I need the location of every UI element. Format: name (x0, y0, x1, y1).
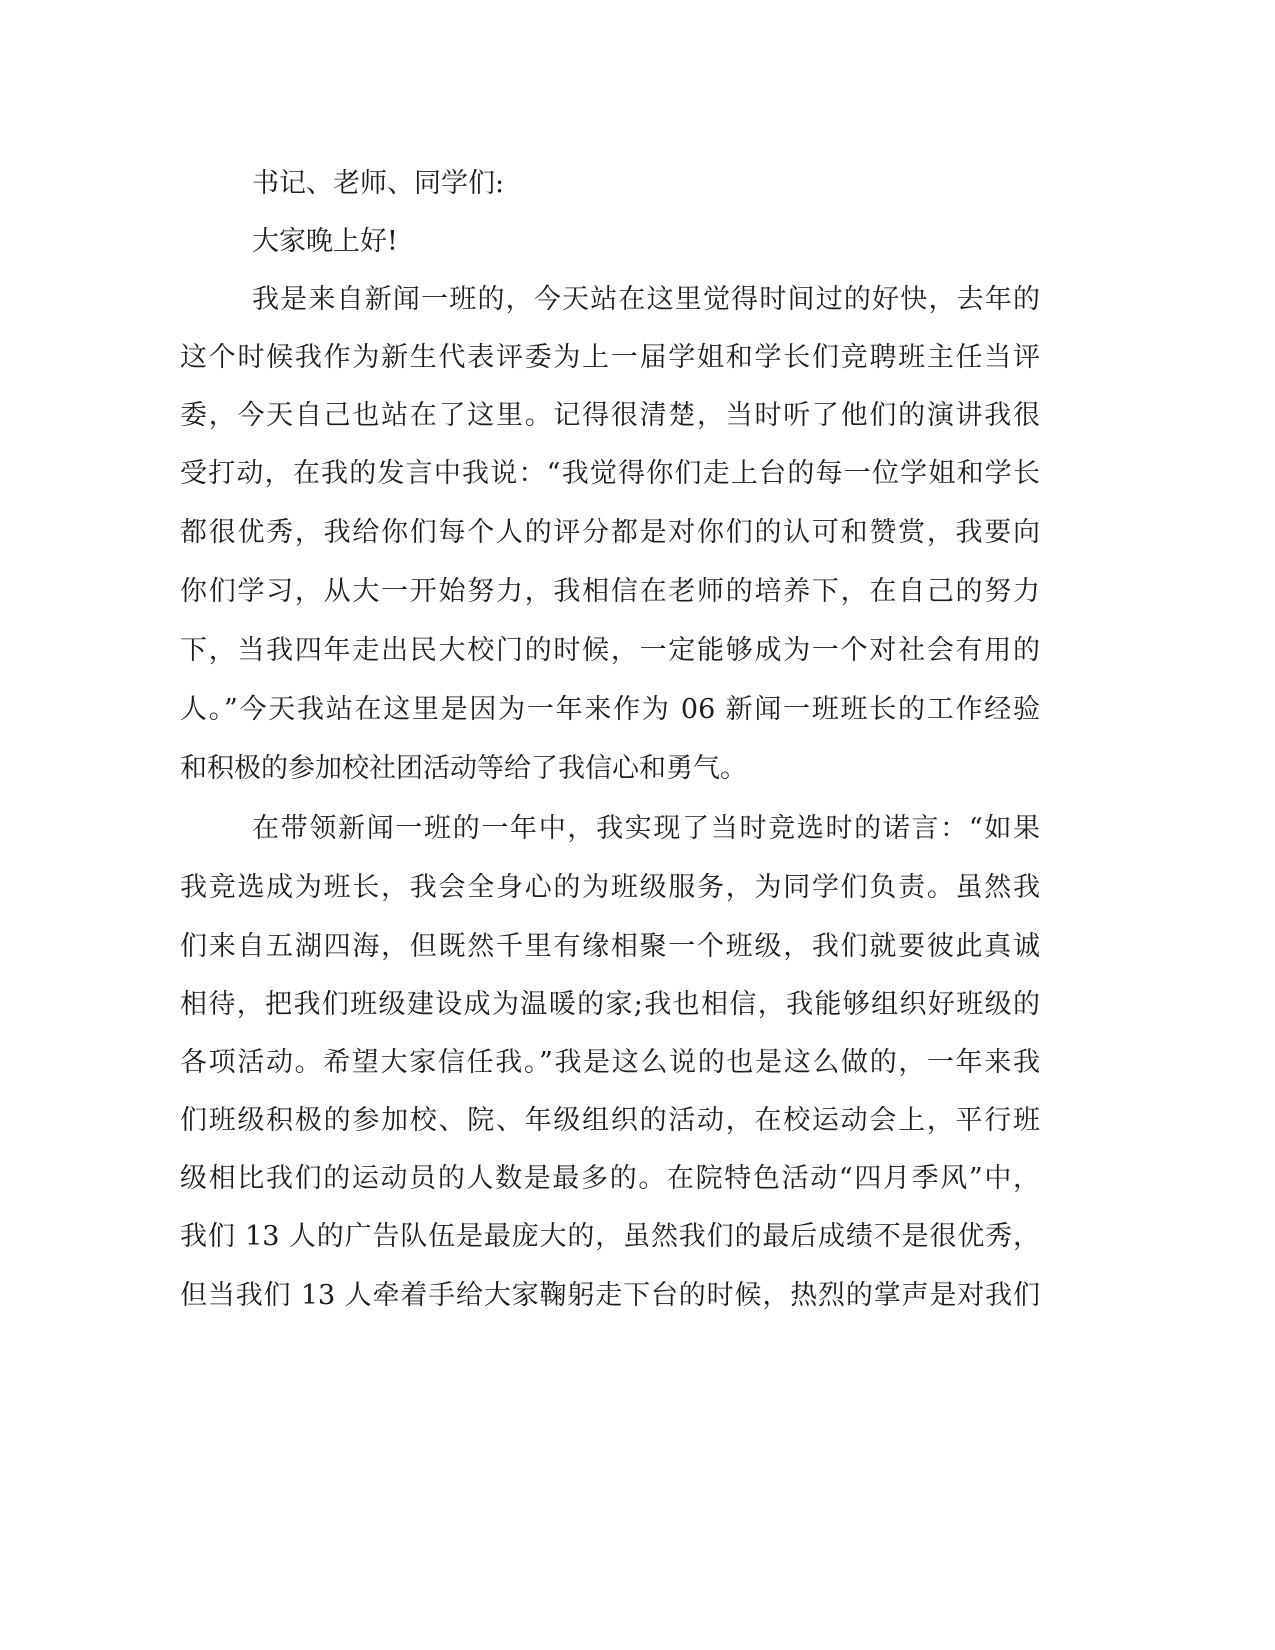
paragraph-2-line-3: 们来自五湖四海，但既然千里有缘相聚一个班级，我们就要彼此真诚 (180, 931, 1040, 962)
paragraph-1-line-1: 我是来自新闻一班的，今天站在这里觉得时间过的好快，去年的 (252, 284, 1040, 315)
paragraph-1-line-5: 都很优秀，我给你们每个人的评分都是对你们的认可和赞赏，我要向 (180, 517, 1040, 548)
paragraph-2-line-4: 相待，把我们班级建设成为温暖的家;我也相信，我能够组织好班级的 (180, 989, 1040, 1020)
paragraph-1-line-2: 这个时候我作为新生代表评委为上一届学姐和学长们竞聘班主任当评 (180, 342, 1040, 373)
paragraph-2-line-2: 我竞选成为班长，我会全身心的为班级服务，为同学们负责。虽然我 (180, 872, 1040, 903)
paragraph-1-line-3: 委，今天自己也站在了这里。记得很清楚，当时听了他们的演讲我很 (180, 400, 1040, 431)
paragraph-2-line-6: 们班级积极的参加校、院、年级组织的活动，在校运动会上，平行班 (180, 1105, 1040, 1136)
paragraph-1-line-6: 你们学习，从大一开始努力，我相信在老师的培养下，在自己的努力 (180, 576, 1040, 607)
paragraph-2-line-9: 但当我们 13 人牵着手给大家鞠躬走下台的时候，热烈的掌声是对我们 (180, 1280, 1040, 1311)
paragraph-2-line-1: 在带领新闻一班的一年中，我实现了当时竞选时的诺言：“如果 (252, 813, 1040, 844)
paragraph-1-line-8: 人。”今天我站在这里是因为一年来作为 06 新闻一班班长的工作经验 (180, 694, 1040, 725)
greeting: 大家晚上好! (252, 226, 398, 257)
paragraph-2-line-5: 各项活动。希望大家信任我。”我是这么说的也是这么做的，一年来我 (180, 1047, 1040, 1078)
paragraph-1-line-9: 和积极的参加校社团活动等给了我信心和勇气。 (180, 753, 747, 784)
salutation: 书记、老师、同学们: (252, 168, 505, 199)
paragraph-1-line-7: 下，当我四年走出民大校门的时候，一定能够成为一个对社会有用的 (180, 635, 1040, 666)
paragraph-1-line-4: 受打动，在我的发言中我说：“我觉得你们走上台的每一位学姐和学长 (180, 458, 1040, 489)
paragraph-2-line-7: 级相比我们的运动员的人数是最多的。在院特色活动“四月季风”中， (180, 1163, 1040, 1194)
paragraph-2-line-8: 我们 13 人的广告队伍是最庞大的，虽然我们的最后成绩不是很优秀， (180, 1221, 1040, 1252)
